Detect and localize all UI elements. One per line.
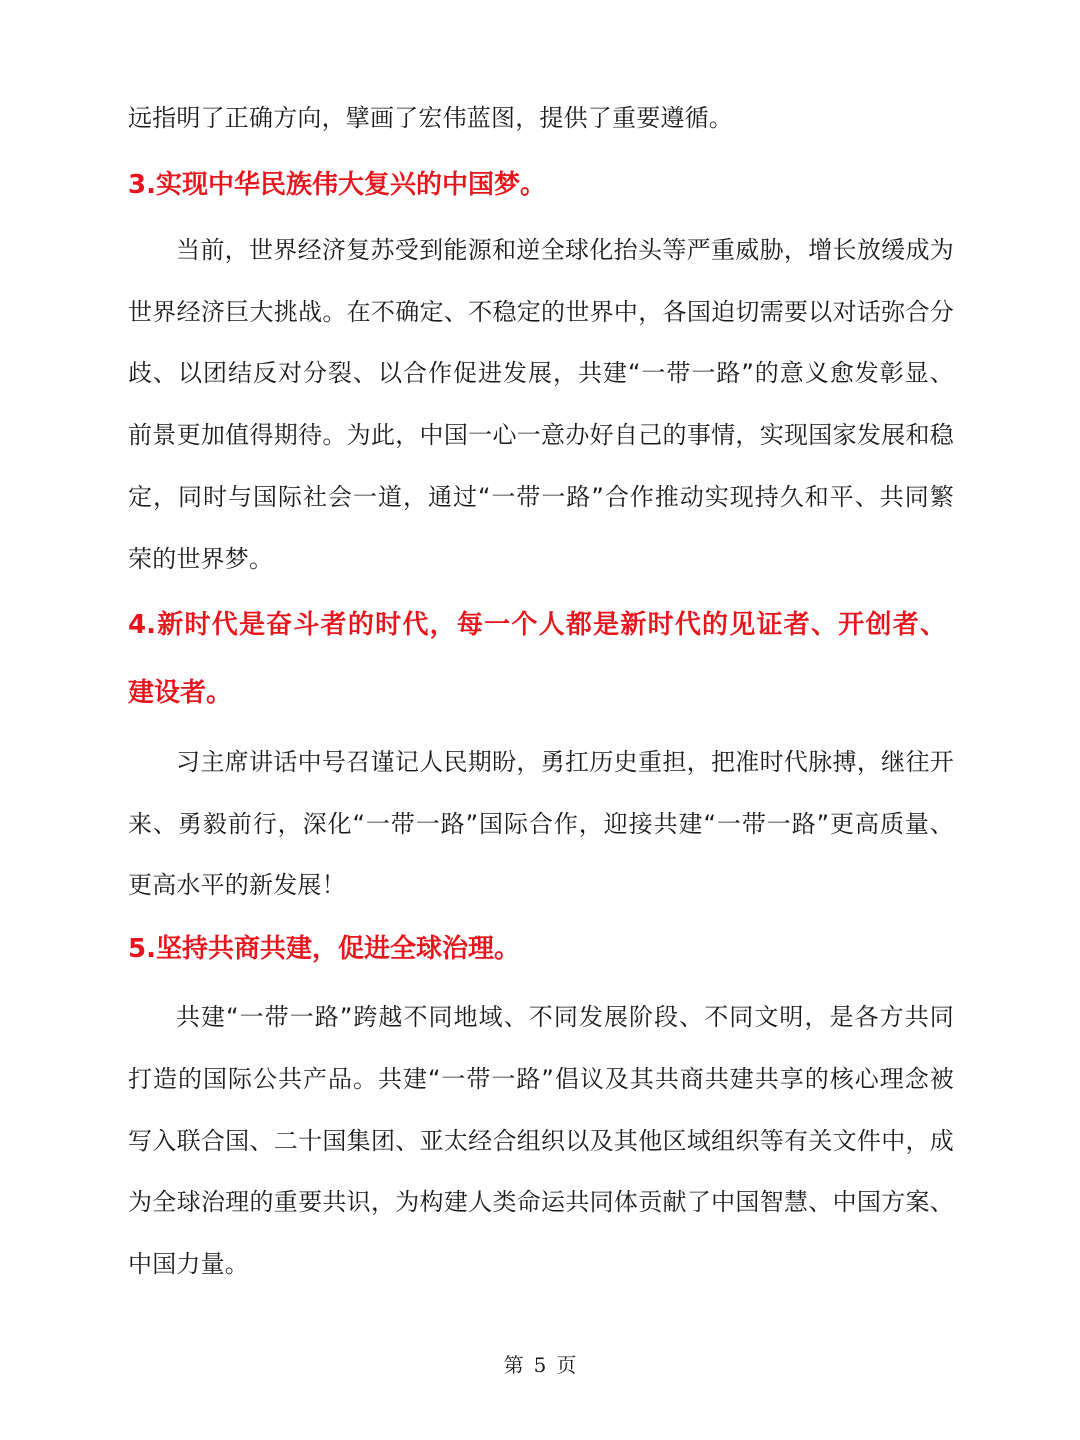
- section-4-heading: 4.新时代是奋斗者的时代，每一个人都是新时代的见证者、开创者、: [128, 610, 946, 640]
- paragraph-line: 为全球治理的重要共识，为构建人类命运共同体贡献了中国智慧、中国方案、: [128, 1188, 954, 1216]
- paragraph-line: 前景更加值得期待。为此，中国一心一意办好自己的事情，实现国家发展和稳: [128, 421, 954, 449]
- paragraph-line: 来、勇毅前行，深化“一带一路”国际合作，迎接共建“一带一路”更高质量、: [128, 810, 954, 838]
- paragraph-line: 中国力量。: [128, 1250, 249, 1278]
- page-suffix: 页: [556, 1353, 577, 1377]
- paragraph-line: 歧、以团结反对分裂、以合作促进发展，共建“一带一路”的意义愈发彰显、: [128, 359, 954, 387]
- section-4-heading-continued: 建设者。: [128, 678, 233, 708]
- paragraph-line: 当前，世界经济复苏受到能源和逆全球化抬头等严重威胁，增长放缓成为: [176, 236, 954, 264]
- page-footer: [0, 1352, 1080, 1378]
- paragraph-line: 共建“一带一路”跨越不同地域、不同发展阶段、不同文明，是各方共同: [176, 1003, 954, 1031]
- paragraph-line: 定，同时与国际社会一道，通过“一带一路”合作推动实现持久和平、共同繁: [128, 483, 954, 511]
- page-number: 5: [533, 1353, 547, 1377]
- paragraph-line: 习主席讲话中号召谨记人民期盼，勇扛历史重担，把准时代脉搏，继往开: [176, 748, 954, 776]
- paragraph-line: 打造的国际公共产品。共建“一带一路”倡议及其共商共建共享的核心理念被: [128, 1065, 954, 1093]
- paragraph-line: 远指明了正确方向，擘画了宏伟蓝图，提供了重要遵循。: [128, 104, 733, 132]
- page-prefix: 第: [503, 1353, 524, 1377]
- section-3-heading: 3.实现中华民族伟大复兴的中国梦。: [128, 170, 546, 200]
- paragraph-line: 更高水平的新发展！: [128, 871, 346, 899]
- section-5-heading: 5.坚持共商共建，促进全球治理。: [128, 934, 520, 964]
- paragraph-line: 世界经济巨大挑战。在不确定、不稳定的世界中，各国迫切需要以对话弥合分: [128, 298, 954, 326]
- paragraph-line: 荣的世界梦。: [128, 545, 274, 573]
- paragraph-line: 写入联合国、二十国集团、亚太经合组织以及其他区域组织等有关文件中，成: [128, 1127, 954, 1155]
